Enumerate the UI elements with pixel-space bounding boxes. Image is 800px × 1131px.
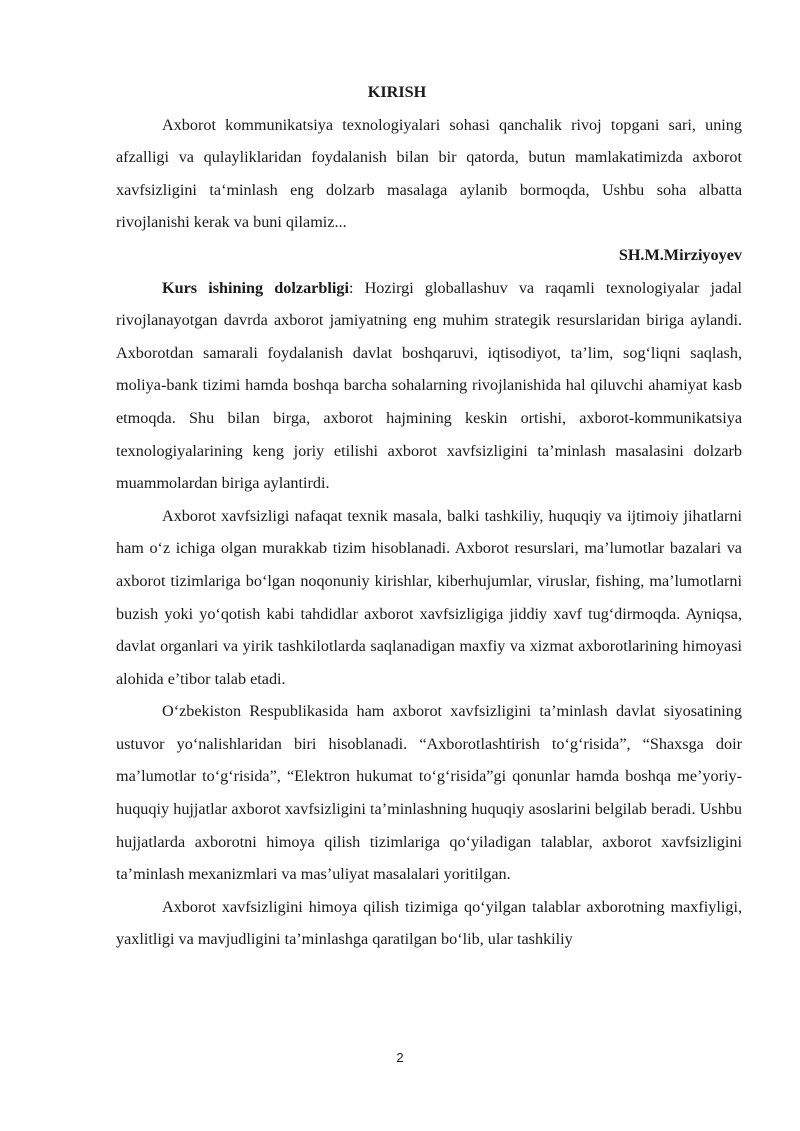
relevance-text: : Hozirgi globallashuv va raqamli texnologiyalar jadal rivojlanayotgan davrda axborot jamiyatning eng muhim strategik resurslaridan biriga aylandi. Axborotdan samarali foydalanish davlat boshqaruvi, iqtisodiyot, ta’lim, sog‘liqni saqlash, moliya-bank tizimi hamda boshqa barcha sohalarning rivojlanishida hal qiluvchi ahamiyat kasb etmoqda. Shu bilan birga, axborot hajmining keskin ortishi, axborot-kommunikatsiya texnologiyalarining keng joriy etilishi axborot xavfsizligini ta’minlash masalasini dolzarb muammolardan biriga aylantirdi. — [116, 278, 742, 493]
body-paragraph-4: Axborot xavfsizligini himoya qilish tizimiga qo‘yilgan talablar axborotning maxfiyligi, yaxlitligi va mavjudligini ta’minlashga qaratilgan bo‘lib, ular tashkiliy — [116, 897, 742, 949]
relevance-lead: Kurs ishining dolzarbligi — [162, 278, 349, 297]
document-page — [116, 76, 742, 956]
page-number: 2 — [396, 1050, 404, 1065]
epigraph-paragraph: Axborot kommunikatsiya texnologiyalari sohasi qanchalik rivoj topgani sari, uning afzalligi va qulayliklaridan foydalanish bilan bir qatorda, butun mamlakatimizda axborot xavfsizligini ta‘minlash eng dolzarb masalaga aylanib bormoqda, Ushbu soha albatta rivojlanishi kerak va buni qilamiz... — [116, 115, 742, 232]
epigraph-author: SH.M.Mirziyoyev — [618, 245, 742, 264]
body-paragraph-2: Axborot xavfsizligi nafaqat texnik masala, balki tashkiliy, huquqiy va ijtimoiy jihatlarni ham o‘z ichiga olgan murakkab tizim hisoblanadi. Axborot resurslari, ma’lumotlar bazalari va axborot tizimlariga bo‘lgan noqonuniy kirishlar, kiberhujumlar, viruslar, fishing, ma’lumotlarni buzish yoki yo‘qotish kabi tahdidlar axborot xavfsizligiga jiddiy xavf tug‘dirmoqda. Ayniqsa, davlat organlari va yirik tashkilotlarda saqlanadigan maxfiy va xizmat axborotlarining himoyasi alohida e’tibor talab etadi. — [116, 506, 742, 688]
body-paragraph-3: O‘zbekiston Respublikasida ham axborot xavfsizligini ta’minlash davlat siyosatining ustuvor yo‘nalishlaridan biri hisoblanadi. “Axborotlashtirish to‘g‘risida”, “Shaxsga doir ma’lumotlar to‘g‘risida”, “Elektron hukumat to‘g‘risida”gi qonunlar hamda boshqa me’yoriy-huquqiy hujjatlar axborot xavfsizligini ta’minlashning huquqiy asoslarini belgilab beradi. Ushbu hujjatlarda axborotni himoya qilish tizimlariga qo‘yiladigan talablar, axborot xavfsizligini ta’minlash mexanizmlari va mas’uliyat masalalari yoritilgan. — [116, 702, 742, 884]
section-title: KIRISH — [367, 83, 427, 101]
relevance-paragraph — [116, 272, 742, 500]
